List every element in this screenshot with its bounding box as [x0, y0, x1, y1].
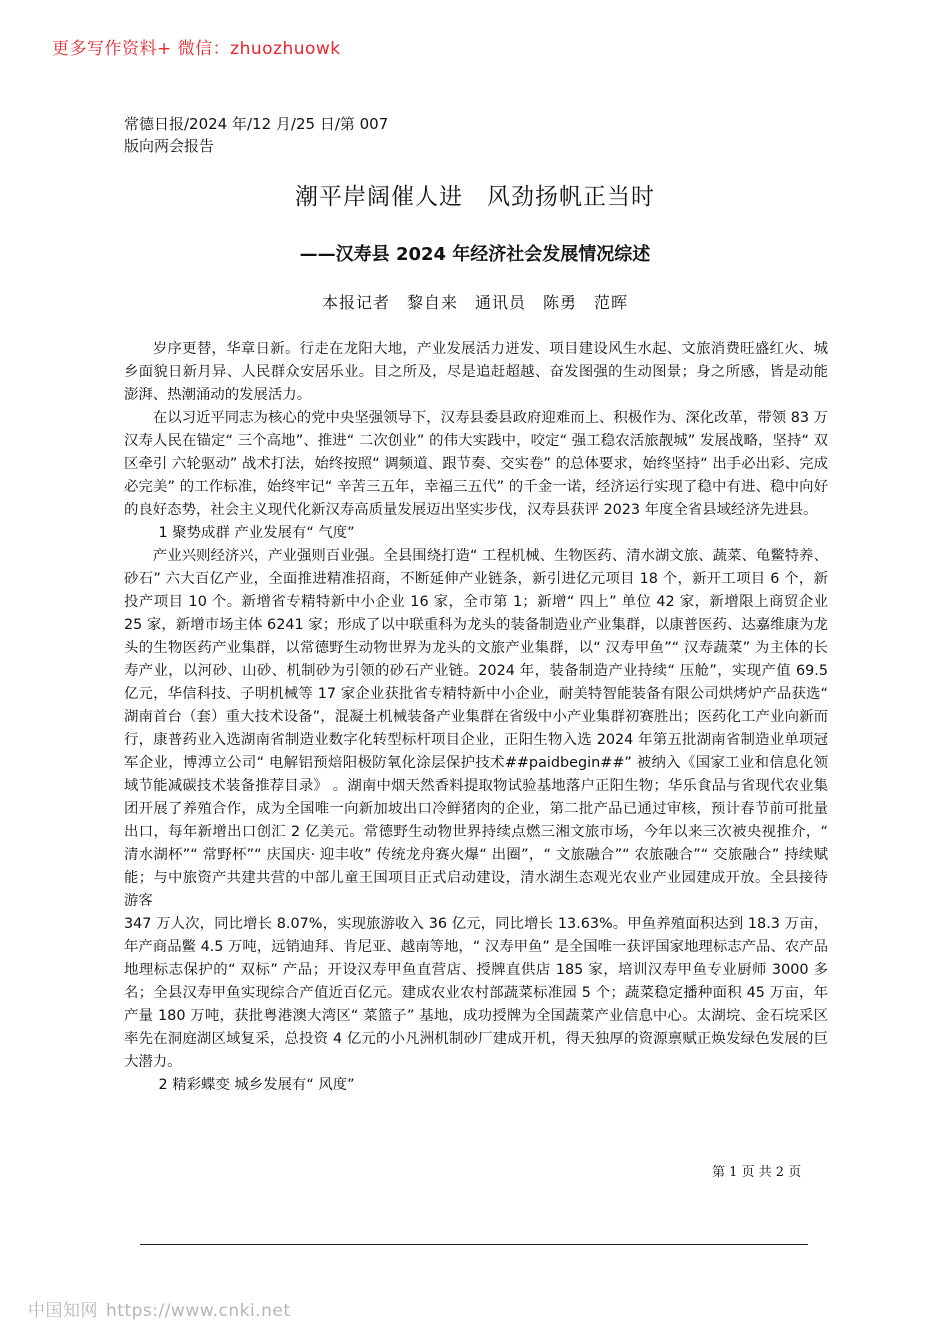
byline: 本报记者 黎自来 通讯员 陈勇 范晖	[321, 293, 628, 312]
paragraph: 347 万人次，同比增长 8.07%，实现旅游收入 36 亿元，同比增长 13.63%。甲鱼养殖面积达到 18.3 万亩，年产商品鳖 4.5 万吨，远销迪拜、肯尼亚、越南等地，“ 汉寿甲鱼” 是全国唯一获评国家地理标志产品、农产品地理标志保护的“ 双标” 产品；开设汉寿甲鱼直营店、授牌直供店 185 家，培训汉寿甲鱼专业厨师 3000 多名；全县汉寿甲鱼实现综合产值近百亿元。建成农业农村部蔬菜标准园 5 个；蔬菜稳定播种面积 45 万亩，年产量 180 万吨，获批粤港澳大湾区“ 菜篮子” 基地，成功授牌为全国蔬菜产业信息中心。太湖垸、金石垸采区率先在洞庭湖区域复采，总投资 4 亿元的小凡洲机制砂厂建成开机，得天独厚的资源禀赋正焕发绿色发展的巨大潜力。	[124, 916, 828, 1070]
paragraph: 岁序更替，华章日新。行走在龙阳大地，产业发展活力迸发、项目建设风生水起、文旅消费旺盛红火、城乡面貌日新月异、人民群众安居乐业。目之所及，尽是追赶超越、奋发图强的生动图景；身之所感，皆是动能澎湃、热潮涌动的发展活力。	[124, 341, 828, 403]
page-indicator: 第 1 页 共 2 页	[712, 1165, 802, 1180]
footer-divider	[140, 1244, 808, 1245]
section-line: 版向两会报告	[124, 137, 215, 155]
watermark-url: https://www.cnki.net	[106, 1301, 291, 1321]
article-body	[124, 338, 828, 1097]
paragraph: 在以习近平同志为核心的党中央坚强领导下，汉寿县委县政府迎难而上、积极作为、深化改革，带领 83 万汉寿人民在锚定“ 三个高地”、推进“ 二次创业” 的伟大实践中，咬定“ 强工稳农活旅靓城” 发展战略，坚持“ 双区牵引 六轮驱动” 战术打法，始终按照“ 调频道、跟节奏、交实卷” 的总体要求，始终坚持“ 出手必出彩、完成必完美” 的工作标准，始终牢记“ 辛苦三五年，幸福三五代” 的千金一诺，经济运行实现了稳中有进、稳中向好的良好态势，社会主义现代化新汉寿高质量发展迈出坚实步伐，汉寿县获评 2023 年度全省县域经济先进县。	[124, 410, 828, 518]
section-heading: 2 精彩蝶变 城乡发展有“ 风度”	[158, 1077, 355, 1093]
promo-banner: 更多写作资料+ 微信：zhuozhuowk	[52, 39, 341, 59]
section-heading: 1 聚势成群 产业发展有“ 气度”	[158, 525, 355, 541]
watermark	[28, 1296, 290, 1321]
article-subtitle: ——汉寿县 2024 年经济社会发展情况综述	[299, 244, 651, 265]
article-title: 潮平岸阔催人进 风劲扬帆正当时	[295, 184, 655, 210]
watermark-site: 中国知网	[28, 1301, 98, 1321]
paragraph: 产业兴则经济兴，产业强则百业强。全县围绕打造“ 工程机械、生物医药、清水湖文旅、蔬菜、龟鳖特养、砂石” 六大百亿产业，全面推进精准招商，不断延伸产业链条，新引进亿元项目 18 个，新开工项目 6 个，新投产项目 10 个。新增省专精特新中小企业 16 家，全市第 1；新增“ 四上” 单位 42 家，新增限上商贸企业 25 家，新增市场主体 6241 家；形成了以中联重科为龙头的装备制造业产业集群，以康普医药、达嘉维康为龙头的生物医药产业集群，以常德野生动物世界为龙头的文旅产业集群，以“ 汉寿甲鱼”“ 汉寿蔬菜” 为主体的长寿产业，以河砂、山砂、机制砂为引领的砂石产业链。2024 年，装备制造产业持续“ 压舱”，实现产值 69.5 亿元，华信科技、子明机械等 17 家企业获批省专精特新中小企业，耐美特智能装备有限公司烘烤炉产品获选“ 湖南首台（套）重大技术设备”，混凝土机械装备产业集群在省级中小产业集群初赛胜出；医药化工产业向新而行，康普药业入选湖南省制造业数字化转型标杆项目企业，正阳生物入选 2024 年第五批湖南省制造业单项冠军企业，博溥立公司“ 电解铝预焙阳极防氧化涂层保护技术##paidbegin##” 被纳入《国家工业和信息化领域节能减碳技术装备推荐目录》 。湖南中烟天然香料提取物试验基地落户正阳生物；华乐食品与省现代农业集团开展了养殖合作，成为全国唯一向新加坡出口冷鲜猪肉的企业，第二批产品已通过审核，预计春节前可批量出口，每年新增出口创汇 2 亿美元。常德野生动物世界持续点燃三湘文旅市场，今年以来三次被央视推介，“ 清水湖杯”“ 常野杯”“ 庆国庆· 迎丰收” 传统龙舟赛火爆“ 出圈”，“ 文旅融合”“ 农旅融合”“ 交旅融合” 持续赋能；与中旅资产共建共营的中部儿童王国项目正式启动建设，清水湖生态观光农业产业园建成开放。全县接待游客	[124, 548, 828, 909]
source-line: 常德日报/2024 年/12 月/25 日/第 007	[124, 115, 389, 133]
